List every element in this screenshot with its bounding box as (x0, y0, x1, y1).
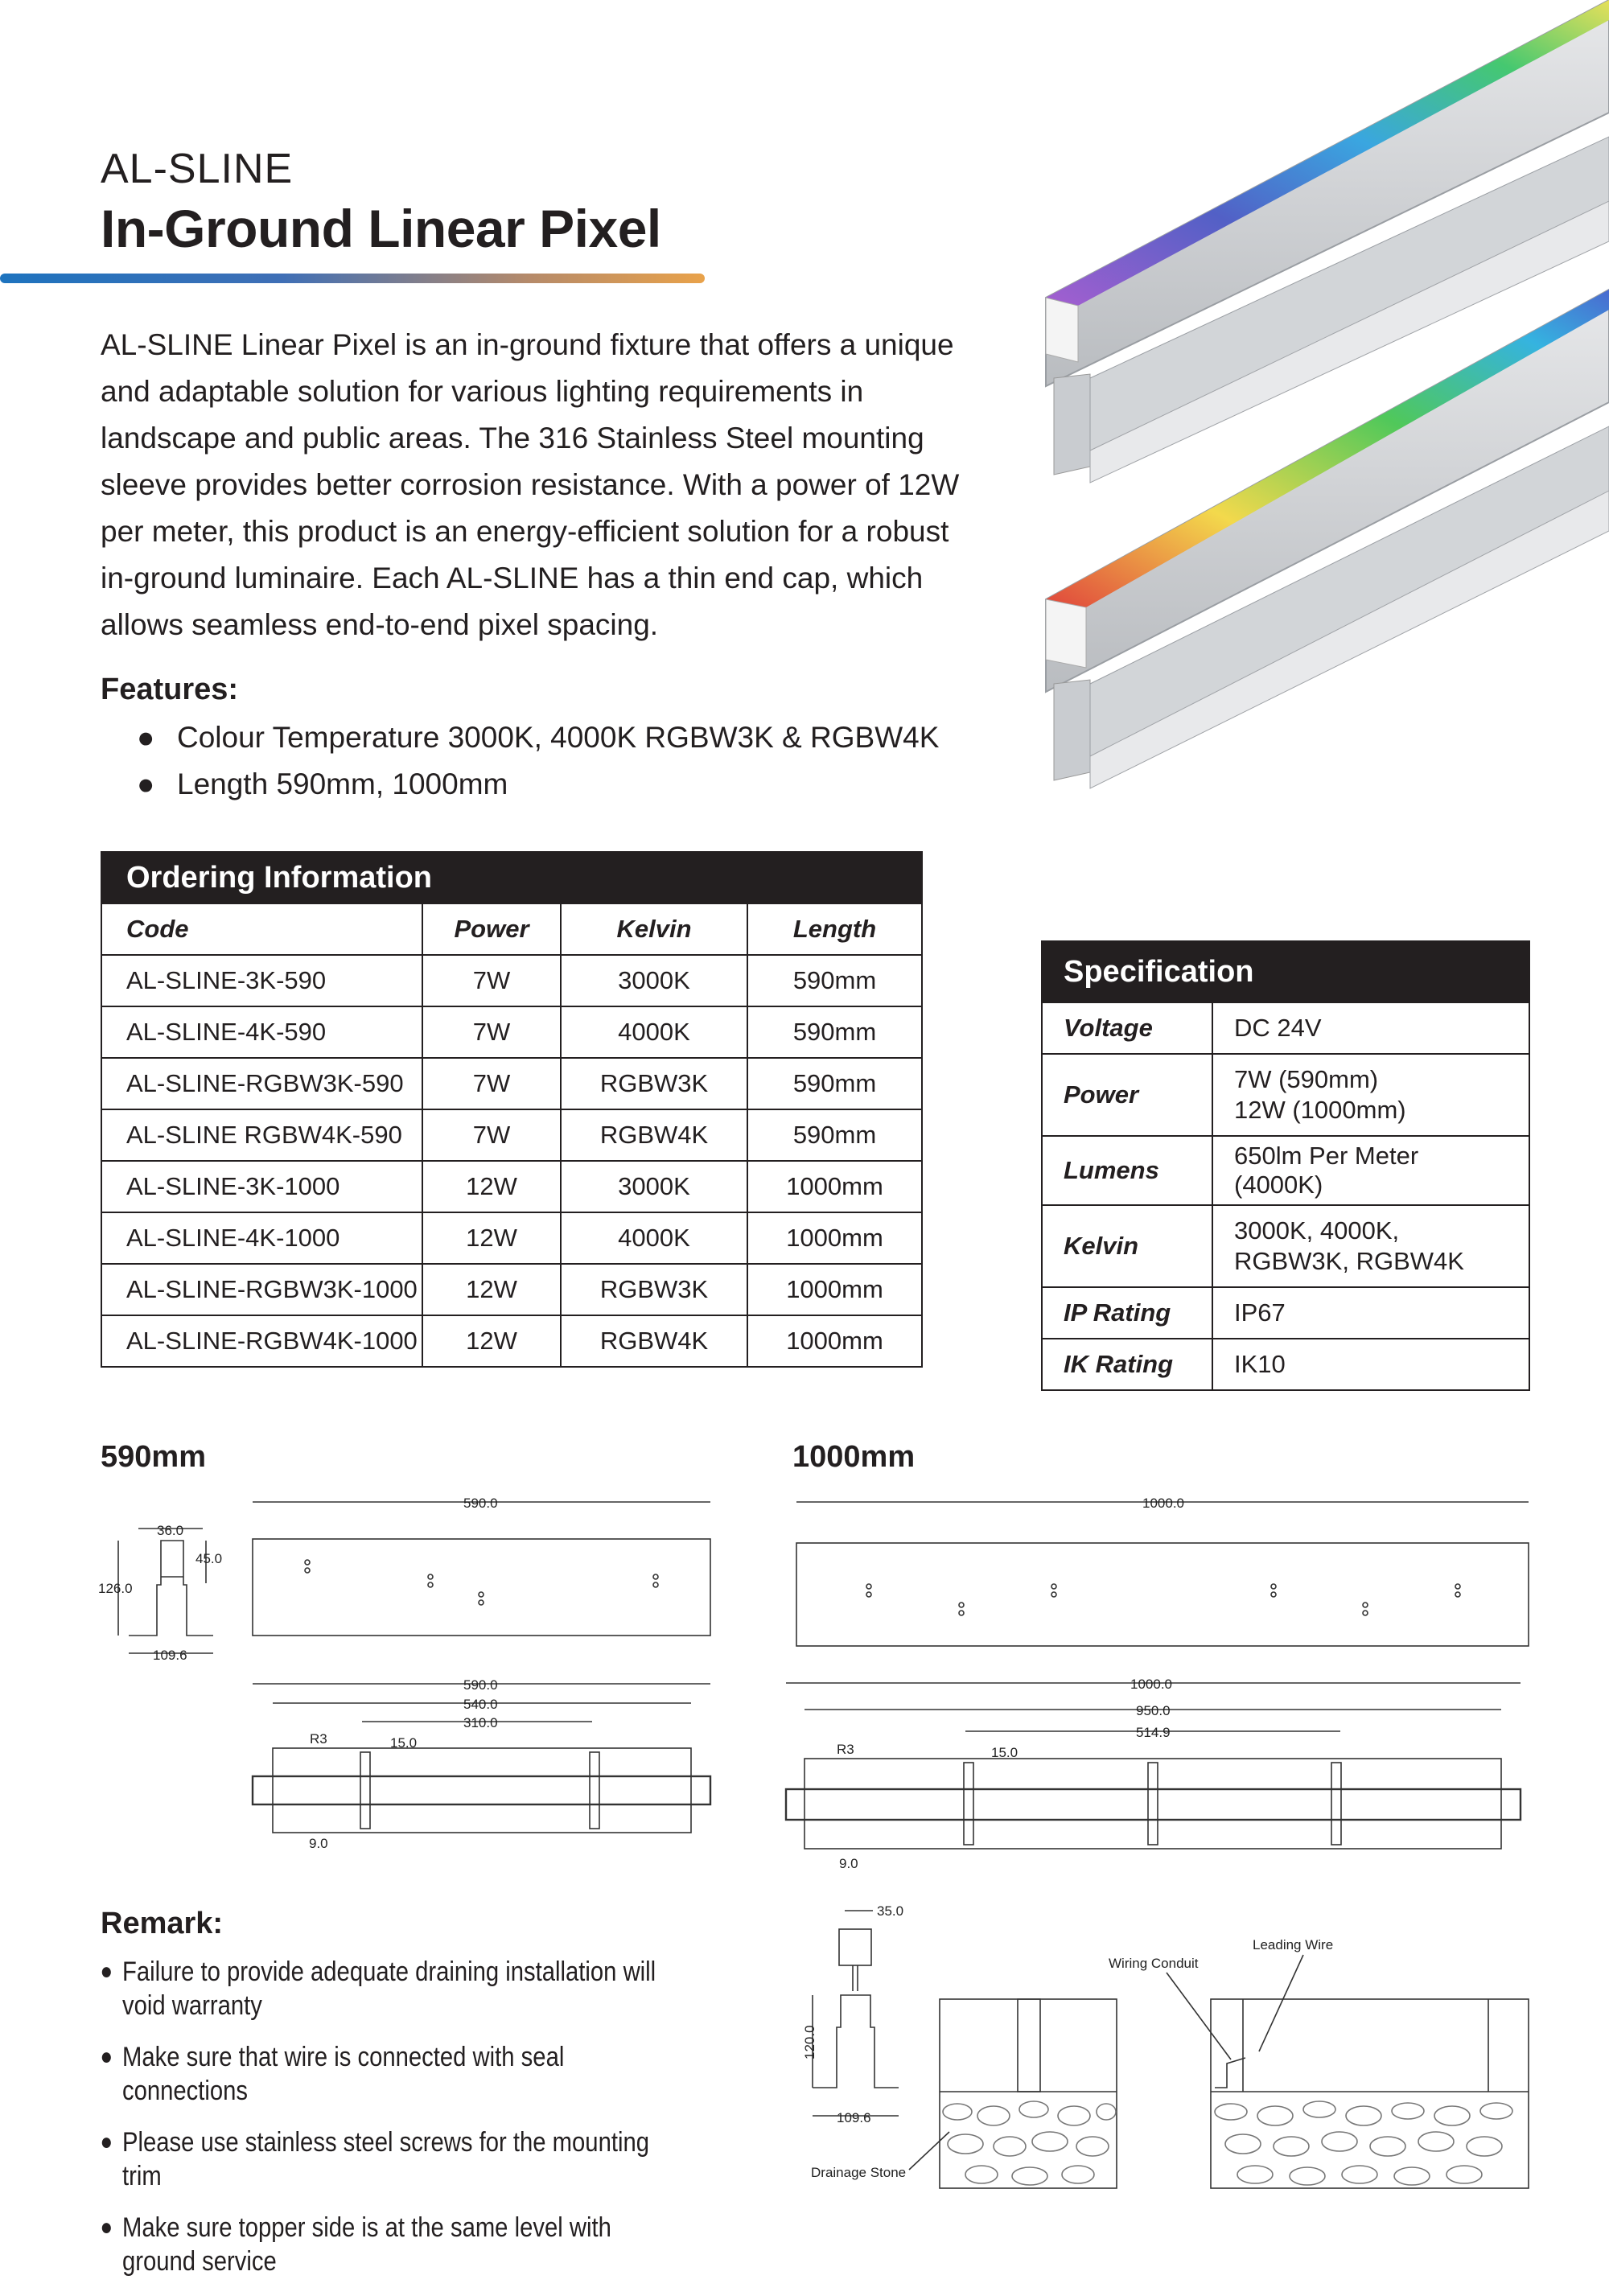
remark-item: ● Failure to provide adequate draining installation will void warranty (100, 1957, 656, 2021)
table-row: Power 7W (590mm) 12W (1000mm) (1042, 1054, 1529, 1136)
dim-inner: 950.0 (1136, 1703, 1171, 1718)
table-row: AL-SLINE RGBW4K-590 7W RGBW4K 590mm (101, 1109, 922, 1161)
drawing-1000-heading: 1000mm (792, 1440, 916, 1474)
remark-heading: Remark: (101, 1907, 224, 1940)
install-diagram (802, 1903, 1529, 2188)
topview-1000 (796, 1496, 1529, 1646)
drainage-label: Drainage Stone (811, 2165, 907, 2180)
table-row: IP Rating IP67 (1042, 1287, 1529, 1339)
table-row: AL-SLINE-RGBW3K-1000 12W RGBW3K 1000mm (101, 1264, 922, 1315)
dim-edge: 9.0 (839, 1856, 858, 1871)
remark-item: ● Make sure that wire is connected with seal connections (100, 2042, 565, 2106)
topview-590 (253, 1496, 710, 1636)
dim-length: 590.0 (463, 1496, 498, 1511)
table-row: AL-SLINE-3K-1000 12W 3000K 1000mm (101, 1161, 922, 1212)
dim-spacing: 514.9 (1136, 1725, 1171, 1740)
dim-length: 590.0 (463, 1677, 498, 1693)
feature-item: ● Colour Temperature 3000K, 4000K RGBW3K & RGBW4K (137, 721, 940, 754)
feature-item: ● Length 590mm, 1000mm (137, 767, 508, 800)
dim-radius: R3 (837, 1742, 854, 1757)
drawing-590-heading: 590mm (101, 1440, 206, 1474)
table-row: AL-SLINE-3K-590 7W 3000K 590mm (101, 955, 922, 1006)
specification-table-heading: Specification (1042, 941, 1529, 1002)
dim-width: 35.0 (877, 1903, 904, 1919)
bottomview-590 (253, 1677, 710, 1851)
dim-base: 109.6 (153, 1648, 187, 1663)
dim-height: 126.0 (98, 1581, 133, 1596)
dim-slot: 15.0 (390, 1735, 418, 1751)
dim-radius: R3 (310, 1731, 327, 1747)
dim-width: 36.0 (157, 1523, 184, 1538)
table-row: AL-SLINE-RGBW4K-1000 12W RGBW4K 1000mm (101, 1315, 922, 1367)
features-heading: Features: (101, 673, 239, 706)
dim-length: 1000.0 (1130, 1677, 1172, 1692)
column-header: Length (747, 903, 922, 955)
remark-item: ● Please use stainless steel screws for the mounting trim (100, 2127, 649, 2191)
column-header: Power (422, 903, 561, 955)
dim-slot: 15.0 (991, 1745, 1018, 1760)
dim-height: 120.0 (802, 2025, 817, 2059)
profile-590 (98, 1523, 222, 1663)
table-row: AL-SLINE-4K-1000 12W 4000K 1000mm (101, 1212, 922, 1264)
conduit-label: Wiring Conduit (1109, 1956, 1199, 1971)
table-row: IK Rating IK10 (1042, 1339, 1529, 1390)
dim-inner: 540.0 (463, 1697, 498, 1712)
product-code-heading: AL-SLINE (101, 146, 294, 192)
table-row: AL-SLINE-RGBW3K-590 7W RGBW3K 590mm (101, 1058, 922, 1109)
dim-length: 1000.0 (1142, 1496, 1184, 1511)
column-header: Kelvin (561, 903, 747, 955)
column-header: Code (101, 903, 422, 955)
leading-wire-label: Leading Wire (1253, 1937, 1334, 1952)
table-row: Voltage DC 24V (1042, 1002, 1529, 1054)
table-row: Kelvin 3000K, 4000K, RGBW3K, RGBW4K (1042, 1205, 1529, 1287)
remark-list (100, 1955, 676, 2296)
table-row: Lumens 650lm Per Meter (4000K) (1042, 1136, 1529, 1205)
ordering-table-heading: Ordering Information (101, 852, 922, 903)
remark-item: ● Make sure topper side is at the same level with ground service (100, 2212, 611, 2277)
intro-paragraph: AL-SLINE Linear Pixel is an in-ground fixture that offers a unique and adaptable solution for various lighting requirements in landscape and public areas. The 316 Stainless Steel mounting sleeve provides better corrosion resistance. With a power of 12W per meter, this product is an energy-efficient solution for a robust in-ground luminaire. Each AL-SLINE has a thin end cap, which allows seamless end-to-end pixel spacing. (101, 328, 960, 641)
dim-base: 109.6 (837, 2110, 871, 2125)
table-row: AL-SLINE-4K-590 7W 4000K 590mm (101, 1006, 922, 1058)
page-title: In-Ground Linear Pixel (101, 199, 661, 258)
dim-top: 45.0 (195, 1551, 223, 1566)
dim-edge: 9.0 (309, 1836, 328, 1851)
bottomview-1000 (786, 1677, 1521, 1871)
dim-spacing: 310.0 (463, 1715, 498, 1730)
